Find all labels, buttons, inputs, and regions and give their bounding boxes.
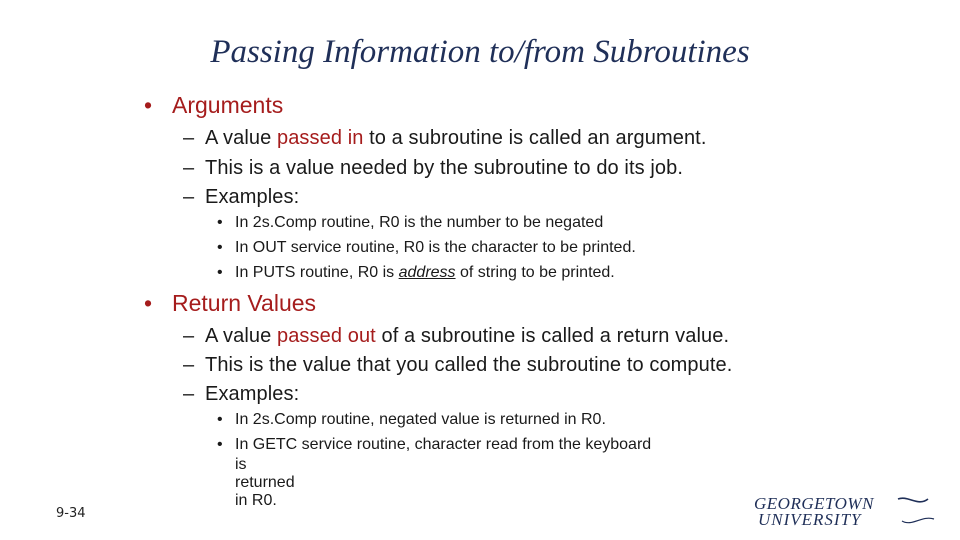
arguments-example-1: • In 2s.Comp routine, R0 is the number to be negated [217, 214, 604, 231]
bullet-dot: • [217, 411, 223, 428]
arguments-item-2: – This is a value needed by the subroutine to do its job. [183, 157, 684, 179]
logo-flourish [902, 518, 934, 523]
return-item-1: – A value passed out of a subroutine is called a return value. [183, 325, 730, 347]
dash-bullet: – [183, 354, 195, 376]
bullet-dot: • [217, 214, 223, 231]
logo-line1: GEORGETOWN [754, 494, 874, 513]
arguments-heading: Arguments [172, 92, 284, 118]
slide-title: Passing Information to/from Subroutines [210, 34, 750, 70]
return-item-3: – Examples: [183, 383, 300, 405]
emphasis-address: address [398, 264, 456, 281]
bullet-arguments [144, 92, 283, 119]
arguments-example-2: • In OUT service routine, R0 is the character to be printed. [217, 239, 636, 256]
dash-bullet: – [183, 127, 195, 149]
arguments-item-3: – Examples: [183, 186, 300, 208]
bullet-dot: • [144, 290, 153, 316]
highlight-passed-out: passed out [276, 325, 376, 347]
dash-bullet: – [183, 186, 195, 208]
arguments-example-3: • In PUTS routine, R0 is address of string to be printed. [217, 264, 615, 281]
georgetown-logo [752, 493, 936, 529]
bullet-dot: • [217, 264, 223, 281]
return-example-1: • In 2s.Comp routine, negated value is returned in R0. [217, 411, 606, 428]
dash-bullet: – [183, 157, 195, 179]
return-item-2: – This is the value that you called the subroutine to compute. [183, 354, 733, 376]
dash-bullet: – [183, 383, 195, 405]
bullet-dot: • [144, 92, 153, 118]
logo-flourish [898, 498, 928, 502]
page-number: 9-34 [56, 506, 86, 521]
bullet-return-values [144, 290, 316, 317]
bullet-dot: • [217, 436, 223, 453]
logo-line2: UNIVERSITY [758, 510, 862, 529]
bullet-dot: • [217, 239, 223, 256]
dash-bullet: – [183, 325, 195, 347]
highlight-passed-in: passed in [276, 127, 364, 149]
return-values-heading: Return Values [172, 290, 317, 316]
return-example-2: • In GETC service routine, character read from the keyboard [217, 436, 652, 453]
arguments-item-1: – A value passed in to a subroutine is called an argument. [183, 127, 707, 149]
